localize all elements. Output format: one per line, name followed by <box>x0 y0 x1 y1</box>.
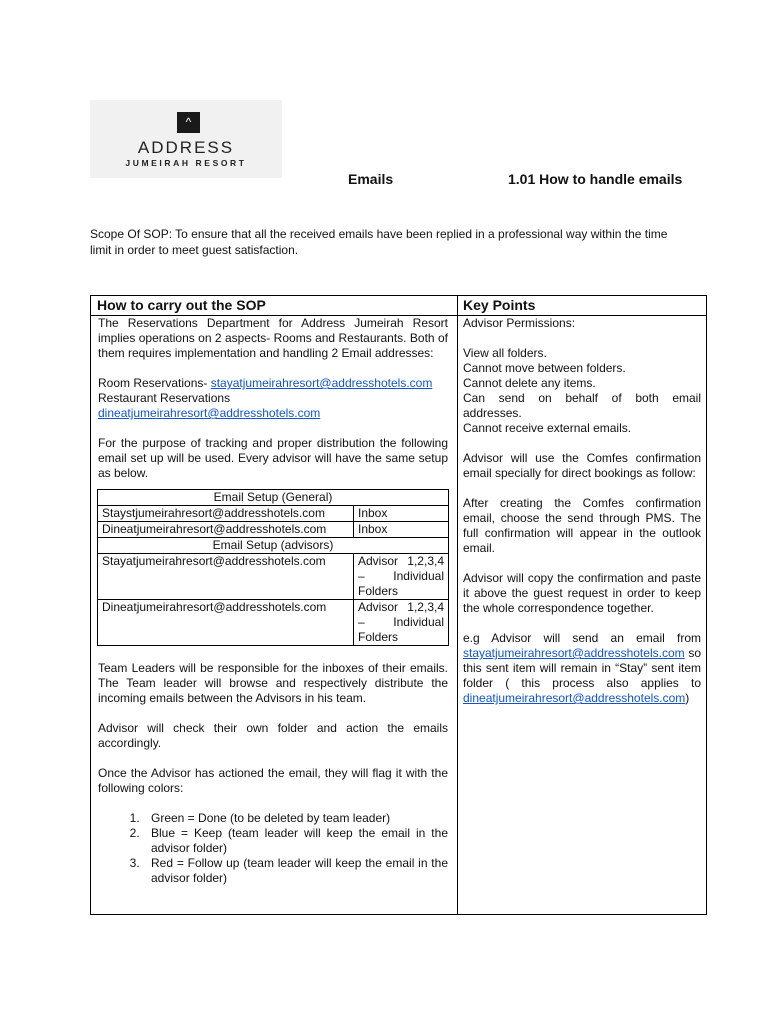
example-prefix: e.g Advisor will send an email from <box>463 631 701 645</box>
setup-folder: Inbox <box>354 506 449 522</box>
example-paragraph <box>463 631 701 706</box>
column-divider <box>457 296 458 914</box>
list-item: 2. Blue = Keep (team leader will keep the email in the advisor folder) <box>143 826 448 856</box>
section-name: Emails <box>348 171 394 187</box>
advisors-setup-header: Email Setup (advisors) <box>98 538 449 554</box>
list-item: 1. Green = Done (to be deleted by team leader) <box>143 811 448 826</box>
company-logo <box>90 100 282 178</box>
list-item: Can send on behalf of both email addresses. <box>463 391 701 420</box>
table-row <box>98 506 449 522</box>
setup-email: Stayatjumeirahresort@addresshotels.com <box>98 554 354 600</box>
general-setup-header: Email Setup (General) <box>98 490 449 506</box>
table-row <box>98 600 449 646</box>
list-item: 3. Red = Follow up (team leader will keep the email in the advisor folder) <box>143 856 448 886</box>
room-reservations-label: Room Reservations- <box>98 376 211 390</box>
list-item: Cannot receive external emails. <box>463 421 632 435</box>
room-email-link[interactable]: stayatjumeirahresort@addresshotels.com <box>210 376 433 390</box>
list-item: Cannot delete any items. <box>463 376 596 390</box>
room-reservations-line <box>98 376 448 391</box>
logo-subtitle: JUMEIRAH RESORT <box>125 158 247 168</box>
logo-mark-icon: ^ <box>177 112 200 133</box>
example-suffix: ) <box>685 691 690 705</box>
intro-paragraph: The Reservations Department for Address Jumeirah Resort implies operations on 2 aspects- Rooms and Restaurants. Both of them requires implementation and handling 2 Email addresses: <box>98 316 448 360</box>
setup-folder: Inbox <box>354 522 449 538</box>
setup-folder: Advisor 1,2,3,4 – Individual Folders <box>354 554 449 600</box>
setup-email: Dineatjumeirahresort@addresshotels.com <box>98 600 354 646</box>
permissions-title: Advisor Permissions: <box>463 316 576 330</box>
sop-table <box>90 295 707 915</box>
after-creating-paragraph: After creating the Comfes confirmation email, choose the send through PMS. The full confirmation will appear in the outlook email. <box>463 496 701 555</box>
flag-color-list <box>98 811 448 886</box>
table-row <box>98 554 449 600</box>
advisor-check-paragraph: Advisor will check their own folder and action the emails accordingly. <box>98 721 448 750</box>
logo-wordmark: ADDRESS <box>137 138 235 157</box>
left-column-heading: How to carry out the SOP <box>97 297 266 313</box>
flag-intro-paragraph: Once the Advisor has actioned the email, they will flag it with the following colors: <box>98 766 448 795</box>
key-points-column <box>463 316 701 706</box>
setup-email: Staystjumeirahresort@addresshotels.com <box>98 506 354 522</box>
team-leaders-paragraph: Team Leaders will be responsible for the inboxes of their emails. The Team leader will browse and respectively distribute the incoming emails between the Advisors in his team. <box>98 661 448 705</box>
restaurant-reservations-label: Restaurant Reservations <box>98 391 231 405</box>
sop-steps-column <box>98 316 448 886</box>
list-item: View all folders. <box>463 346 547 360</box>
email-setup-table <box>97 489 449 646</box>
tracking-paragraph: For the purpose of tracking and proper distribution the following email set up will be used. Every advisor will have the same setup as below. <box>98 436 448 480</box>
copy-paragraph: Advisor will copy the confirmation and paste it above the guest request in order to keep the whole correspondence together. <box>463 571 701 615</box>
right-column-heading: Key Points <box>463 297 536 313</box>
setup-email: Dineatjumeirahresort@addresshotels.com <box>98 522 354 538</box>
list-item: Cannot move between folders. <box>463 361 626 375</box>
example-dine-email-link[interactable]: dineatjumeirahresort@addresshotels.com <box>463 691 686 705</box>
scope-paragraph: Scope Of SOP: To ensure that all the received emails have been replied in a professional way within the time limit in order to meet guest satisfaction. <box>90 227 668 257</box>
comfes-paragraph: Advisor will use the Comfes confirmation email specially for direct bookings as follow: <box>463 451 701 480</box>
table-row <box>98 522 449 538</box>
restaurant-email-link[interactable]: dineatjumeirahresort@addresshotels.com <box>98 406 321 420</box>
example-stay-email-link[interactable]: stayatjumeirahresort@addresshotels.com <box>463 646 685 660</box>
setup-folder: Advisor 1,2,3,4 – Individual Folders <box>354 600 449 646</box>
page-title: 1.01 How to handle emails <box>508 171 683 187</box>
example-middle: so this sent item will remain in “Stay” sent item folder ( this process also applies to <box>463 646 701 690</box>
